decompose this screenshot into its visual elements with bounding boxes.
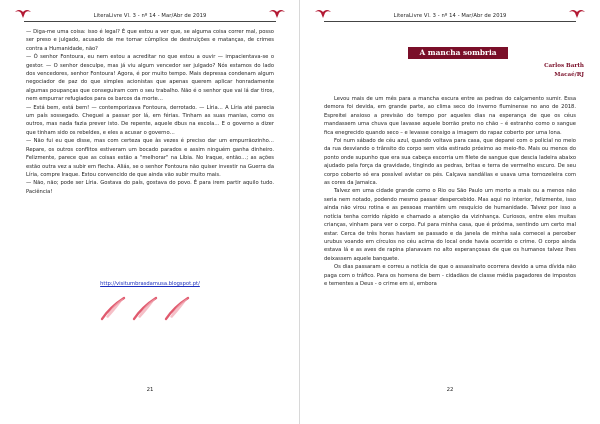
paragraph: — Não fui eu que disse, mas com certeza que às vezes é preciso dar um empurrãozinho… Repare, os outros conflitos estiveram um bocado parados e assim ninguém ganha dinheiro. Felizmente, parece que as coisas estão a "melhorar" na Líbia. No Iraque, então…; as ações estão outra vez a subir em flecha. Aliás, se o senhor Fontoura não quiser investir na Guerra da Líria, compre Iraque. Estou convencido de que ainda vão subir muito mais.: [26, 138, 274, 178]
right-page: [300, 0, 600, 424]
header-title: LiteraLivre Vl. 3 - nº 14 - Mar/Abr de 2019: [93, 13, 207, 19]
bird-emblem-icon: [268, 7, 286, 19]
paragraph: — Não, não; pode ser Líria. Gostava do país, gostava do povo. É para irem partir aquilo tudo. Paciência!: [26, 180, 274, 195]
header-rule: [324, 21, 576, 22]
blog-link[interactable]: http://visitumbrasdamusa.blogspot.pt/: [100, 281, 200, 287]
paragraph: — Ó senhor Fontoura, eu nem estou a acreditar no que estou a ouvir — impacientava-se o gestor. — O senhor desculpe, mas já viu algum vencedor ser julgado? Nós estamos do lado dos vencedores, senhor Fontoura! Agora, é por muito tempo. Mais depressa condenam algum negociador de paz do que simples acionistas que apenas querem aplicar honradamente algumas poupanças que conseguiram com o seu trabalho. Não é o senhor que vai lá dar tiros, nem empurrar refugiados para os barcos da morte…: [26, 54, 274, 103]
author-block: [544, 62, 584, 80]
author-location: Macaé/RJ: [554, 72, 584, 78]
page-header: [0, 6, 300, 22]
header-title: LiteraLivre Vl. 3 - nº 14 - Mar/Abr de 2019: [393, 13, 507, 19]
article-title: A mancha sombria: [408, 47, 508, 59]
paragraph: Os dias passaram e correu a notícia de que o assassinato ocorrera devido a uma dívida não paga com o tráfico. Para os homens de bem - cidadãos de classe média pagadores de impostos e tementes a Deus - o crime em si, embora: [324, 264, 576, 287]
paragraph: Foi num sábado de céu azul, quando voltava para casa, que deparei com o policial no meio da rua desviando o trânsito do corpo sem vida estirado próximo ao meio-fio. Mais ou menos do ponto onde supunho que era sua cabeça escorria um filete de sangue que descia ladeira abaixo ajudado pela força da gravidade, tingindo as pedras, britas e terra de vermelho escuro. De seu corpo coberto só era possível avistar os pés. Calçava sandálias e usava uma tornozeleira com as cores da Jamaica.: [324, 138, 576, 187]
paragraph: — Diga-me uma coisa: isso é legal? É que estou a ver que, se alguma coisa correr mal, posso ser preso e julgado, acusado de me tornar cúmplice de destruições e matanças, de crimes contra a Humanidade, não?: [26, 29, 274, 52]
header-rule: [24, 21, 276, 22]
article-text: [324, 95, 576, 288]
page-number: 22: [446, 387, 454, 393]
paragraph: Levou mais de um mês para a mancha escura entre as pedras do calçamento sumir. Essa demora foi devida, em grande parte, ao clima seco do inverno fluminense no ano de 2018. Espreitei ansioso a previsão do tempo por aqueles dias na esperança de que os céus mandassem uma chuva que lavasse aquele borrão preto no chão – é estranho como o sangue fica enegrecido quando seco – e levasse consigo a imagem do rapaz coberto por uma lona.: [324, 96, 576, 136]
author-name: Carlos Barth: [544, 63, 584, 69]
page-header: [300, 6, 600, 22]
bird-emblem-icon: [568, 7, 586, 19]
quill-pen-icon: [96, 295, 196, 321]
paragraph: — Está bem, está bem! — contemporizava Fontoura, derrotado. — Líria… A Líria até parecia um país sossegado. Cheguei a passar por lá, em férias. Tinham as suas manias, como os outros, mas nada fazia prever isto. De repente, aquele dbus na escola… E o governo a dizer que tinham sido os rebeldes, e eles a acusar o governo…: [26, 104, 274, 136]
paragraph: Talvez em uma cidade grande como o Rio ou São Paulo um morto a mais ou a menos não seria nem notado, podendo mesmo passar despercebido. Mas aqui no interior, felizmente, isso ainda não virou rotina e as pessoas mantêm um resquício de humanidade. Talvez por isso a notícia tenha corrido rápido e chamado a atenção da vizinhança. Curiosos, entre eles muitas crianças, vinham para ver o corpo. Fui para minha casa, que é próxima, sentindo um certo mal estar. Cerca de três horas haviam se passado e da janela de minha sala comecei a perceber urubus voando em círculos no céu acima do local onde havia ocorrido o crime. O corpo ainda estava lá e as aves de rapina planavam no alto esperançosas de que os humanos talvez lhes deixassem aquele banquete.: [324, 188, 576, 262]
story-text: [26, 28, 274, 196]
page-number: 21: [146, 387, 154, 393]
